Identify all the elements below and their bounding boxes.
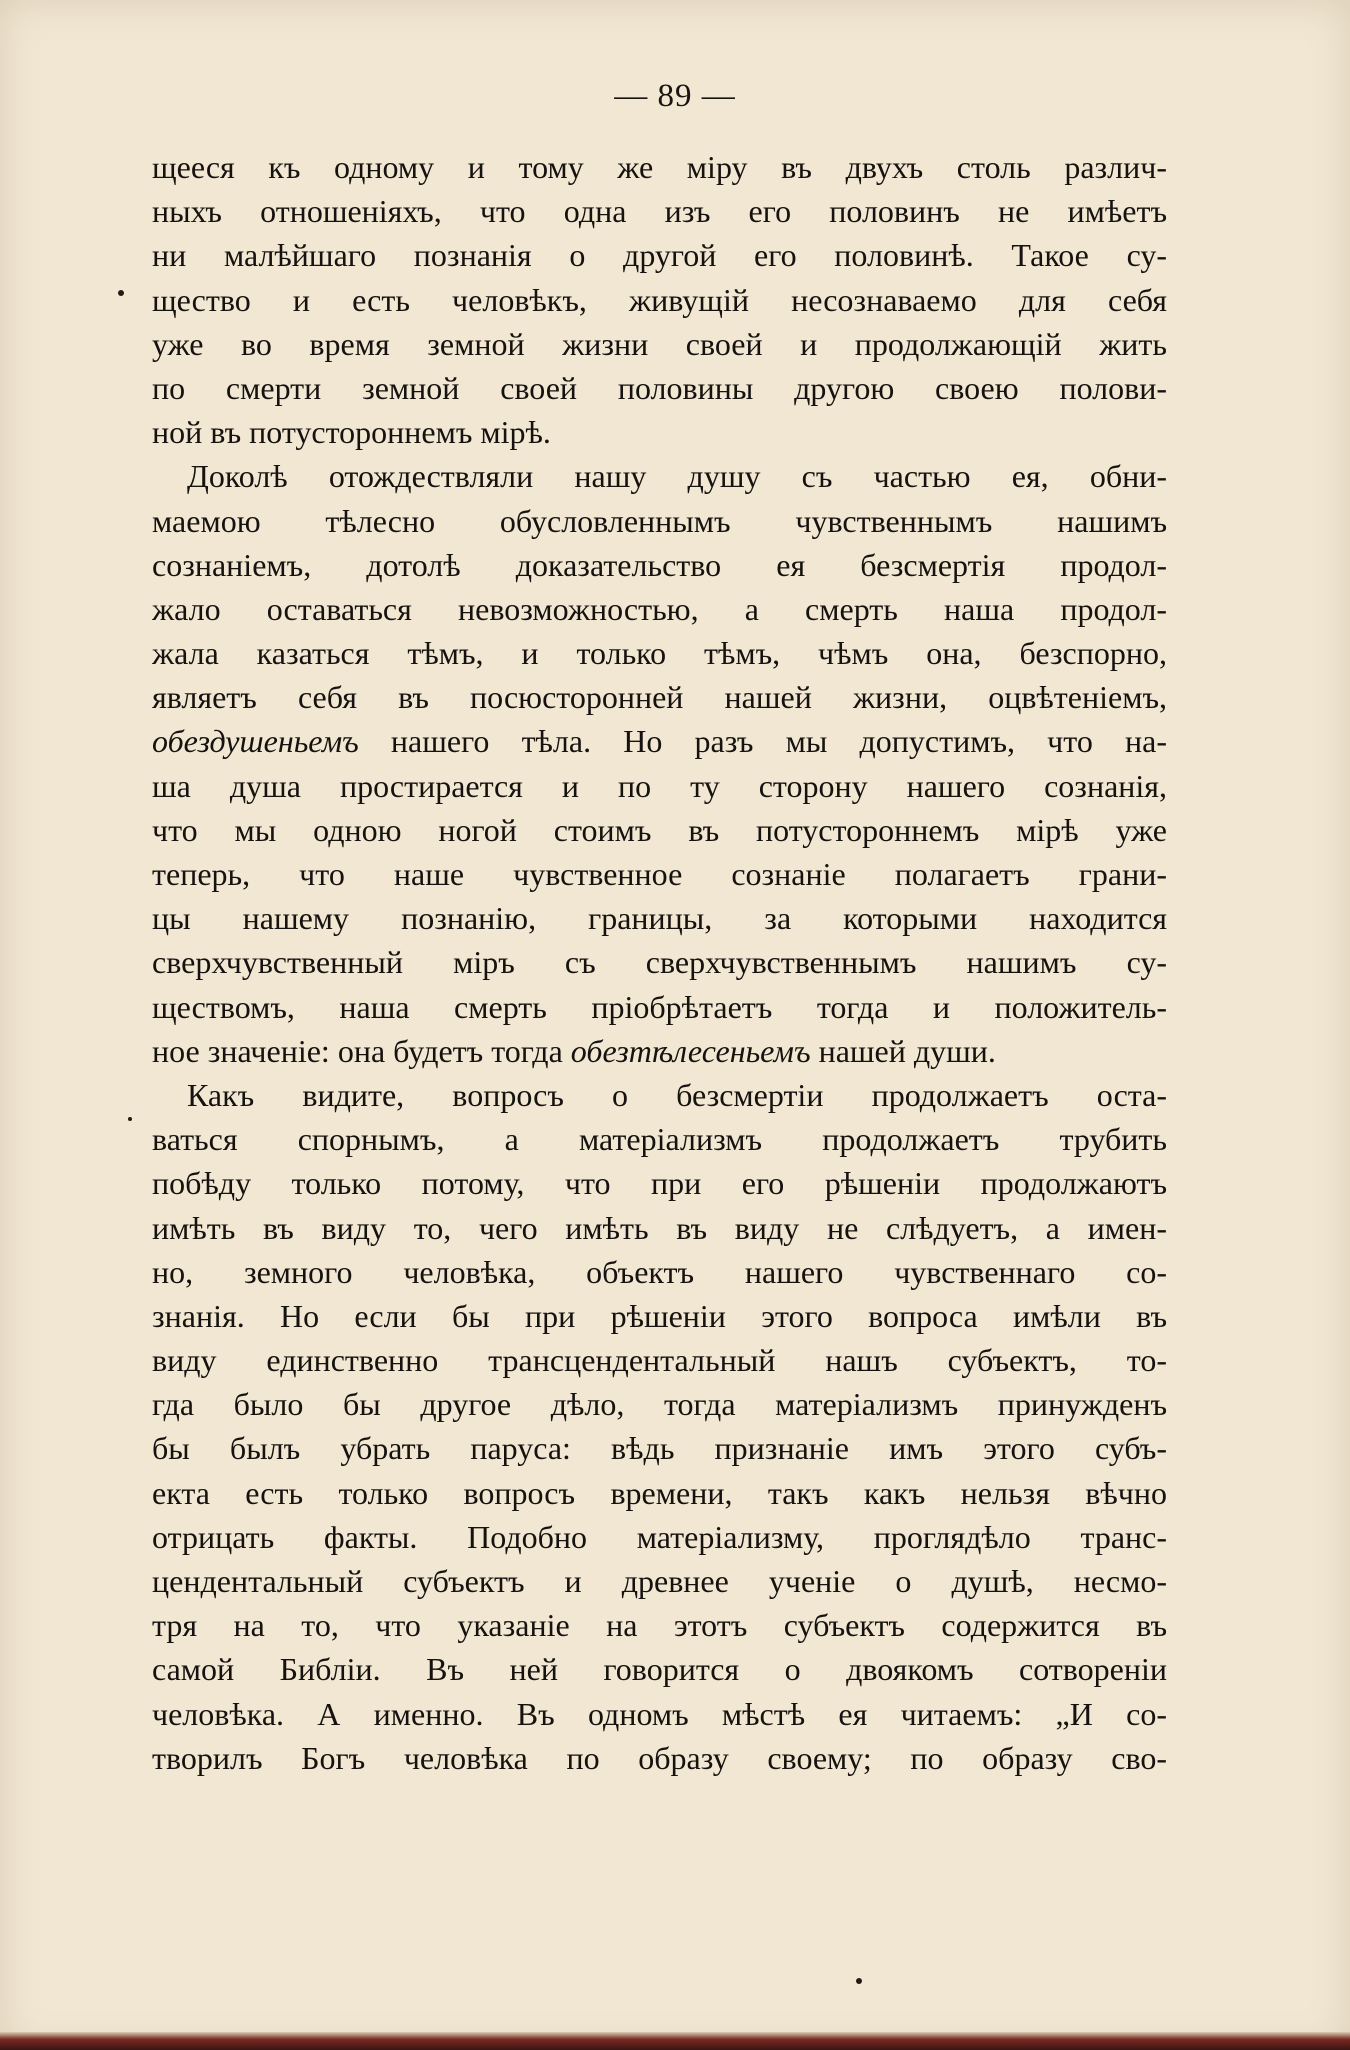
text-line: сверхчувственный міръ съ сверхчувственнымъ нашимъ су-: [152, 944, 1167, 981]
text-line: [152, 1029, 1167, 1073]
text-run: ное значеніе: она будетъ тогда: [152, 1032, 571, 1069]
text-line: ществомъ, наша смерть пріобрѣтаетъ тогда и положитель-: [152, 988, 1167, 1025]
text-line: что мы одною ногой стоимъ въ потустороннемъ мірѣ уже: [152, 811, 1167, 848]
text-line: цы нашему познанію, границы, за которыми находится: [152, 900, 1167, 937]
ink-speck: [118, 290, 124, 296]
text-run: нашей души.: [810, 1032, 996, 1069]
text-line: тря на то, что указаніе на этотъ субъектъ содержится въ: [152, 1607, 1167, 1644]
text-line: ной въ потустороннемъ мірѣ.: [152, 414, 551, 451]
text-line: уже во время земной жизни своей и продолжающій жить: [152, 325, 1167, 362]
text-line: Доколѣ отождествляли нашу душу съ частью ея, обни-: [187, 458, 1167, 495]
text-line: цендентальный субъектъ и древнее ученіе о душѣ, несмо-: [152, 1563, 1167, 1599]
text-line: жала казаться тѣмъ, и только тѣмъ, чѣмъ она, безспорно,: [152, 635, 1167, 672]
text-line: знанія. Но если бы при рѣшеніи этого вопроса имѣли въ: [152, 1297, 1167, 1334]
italic-term: обездушеньемъ: [152, 723, 359, 760]
text-line: бы былъ убрать паруса: вѣдь признаніе имъ этого субъ-: [152, 1430, 1167, 1467]
text-run: нашего тѣла. Но разъ мы допустимъ, что на-: [358, 723, 1167, 760]
text-line: маемою тѣлесно обусловленнымъ чувственнымъ нашимъ: [152, 502, 1167, 539]
page-edge: [0, 2032, 1350, 2050]
text-line: щество и есть человѣкъ, живущій несознаваемо для себя: [152, 281, 1167, 318]
text-line: екта есть только вопросъ времени, такъ какъ нельзя вѣчно: [152, 1474, 1167, 1511]
text-line: человѣка. А именно. Въ одномъ мѣстѣ ея читаемъ: „И со-: [152, 1695, 1167, 1732]
text-line: ныхъ отношеніяхъ, что одна изъ его половинъ не имѣетъ: [152, 193, 1167, 230]
ink-speck: [856, 1978, 862, 1984]
text-line: [152, 719, 1167, 763]
page-text: [152, 145, 1167, 1780]
text-line: побѣду только потому, что при его рѣшеніи продолжаютъ: [152, 1165, 1167, 1202]
text-line: теперь, что наше чувственное сознаніе полагаетъ грани-: [152, 856, 1167, 892]
text-line: самой Библіи. Въ ней говорится о двоякомъ сотвореніи: [152, 1651, 1167, 1688]
text-line: сознаніемъ, дотолѣ доказательство ея безсмертія продол-: [152, 546, 1167, 583]
text-line: ни малѣйшаго познанія о другой его половинѣ. Такое су-: [152, 237, 1167, 274]
text-line: отрицать факты. Подобно матеріализму, проглядѣло транс-: [152, 1518, 1167, 1555]
italic-term: обезтѣлесеньемъ: [570, 1032, 811, 1069]
text-line: Какъ видите, вопросъ о безсмертіи продолжаетъ оста-: [187, 1076, 1167, 1113]
text-line: щееся къ одному и тому же міру въ двухъ столь различ-: [152, 149, 1167, 185]
text-line: гда было бы другое дѣло, тогда матеріализмъ принужденъ: [152, 1386, 1167, 1423]
text-line: творилъ Богъ человѣка по образу своему; по образу сво-: [152, 1739, 1167, 1776]
text-line: имѣть въ виду то, чего имѣть въ виду не слѣдуетъ, а имен-: [152, 1209, 1167, 1246]
text-line: ша душа простирается и по ту сторону нашего сознанія,: [152, 767, 1167, 804]
text-line: жало оставаться невозможностью, а смерть наша продол-: [152, 590, 1167, 627]
text-line: являетъ себя въ посюсторонней нашей жизни, оцвѣтеніемъ,: [152, 679, 1167, 716]
text-line: ваться спорнымъ, а матеріализмъ продолжаетъ трубить: [152, 1121, 1167, 1158]
text-line: по смерти земной своей половины другою своею полови-: [152, 369, 1167, 406]
text-line: виду единственно трансцендентальный нашъ субъектъ, то-: [152, 1342, 1167, 1379]
page-number: — 89 —: [614, 78, 736, 114]
ink-speck: [128, 1117, 132, 1121]
text-line: но, земного человѣка, объектъ нашего чувственнаго со-: [152, 1253, 1167, 1290]
